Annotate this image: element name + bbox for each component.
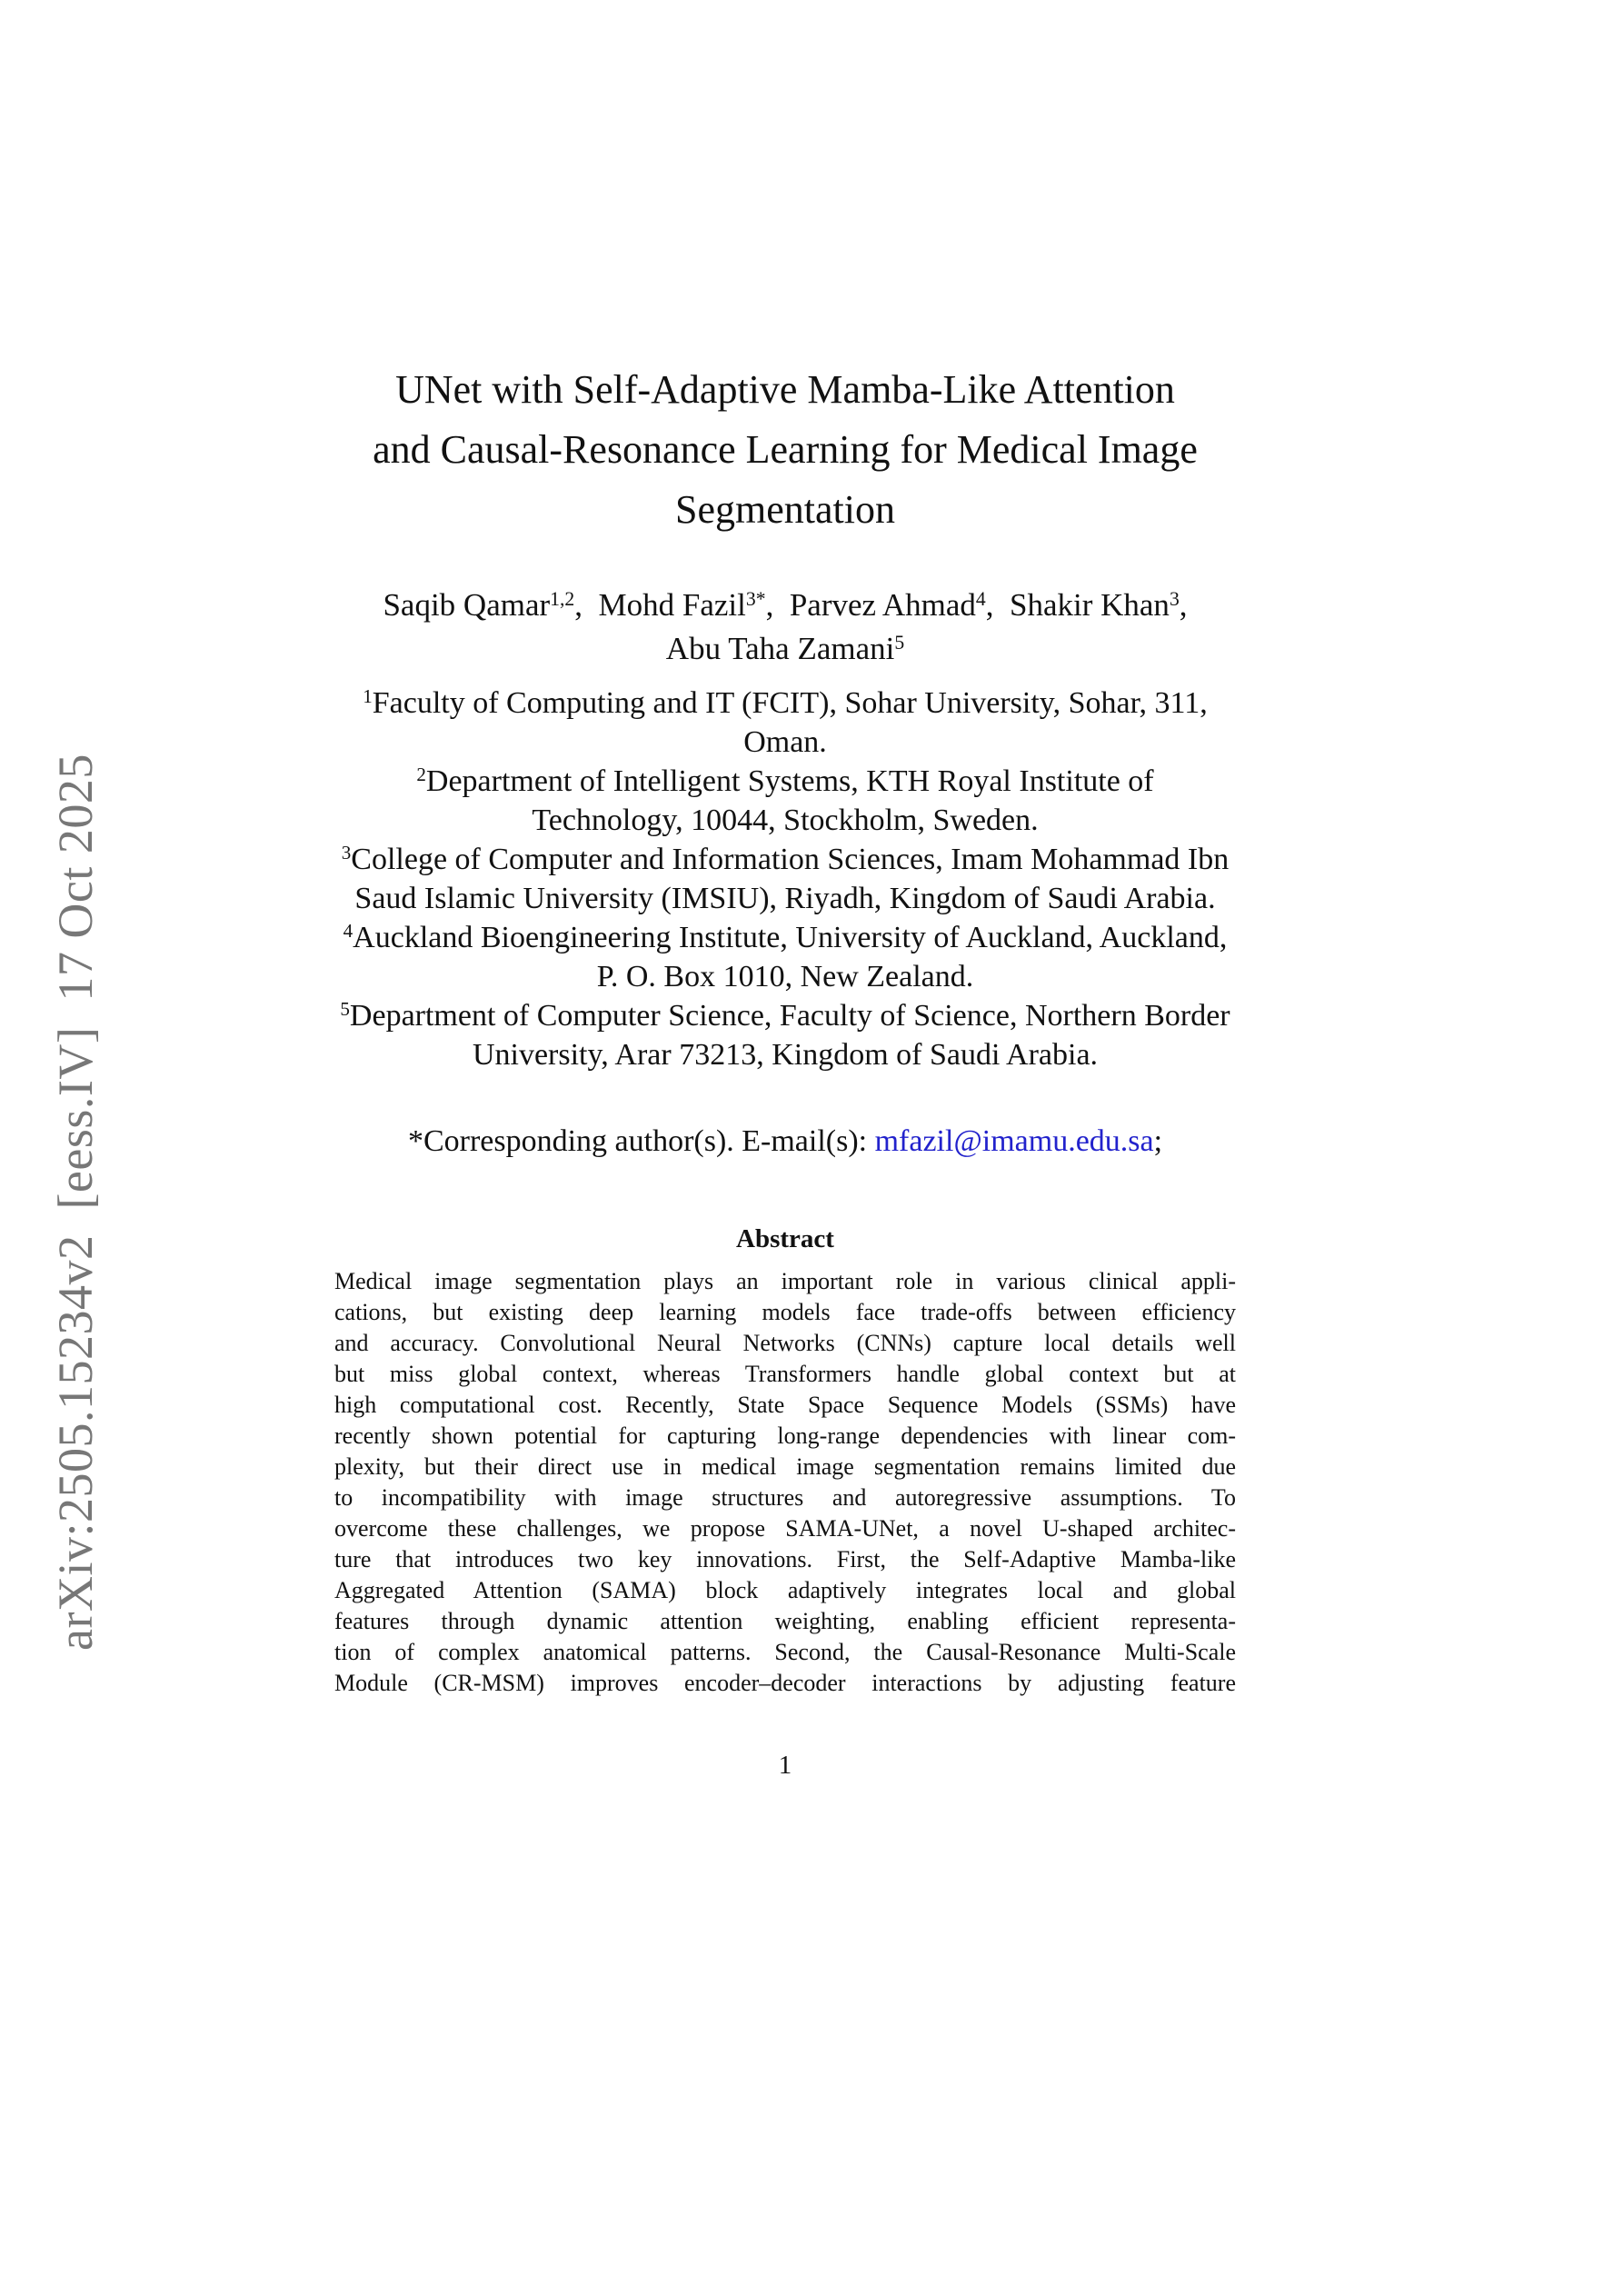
affiliation-line: Saud Islamic University (IMSIU), Riyadh, Kingdom of Saudi Arabia. <box>354 882 1216 915</box>
affiliation-line: $^4$Auckland Bioengineering Institute, University of Auckland, Auckland, <box>343 920 1228 954</box>
abstract-line: recently shown potential for capturing long-range dependencies with linear com- <box>334 1423 1236 1449</box>
affiliation-superscript: 1 <box>363 685 373 708</box>
affiliation-line: $^2$Department of Intelligent Systems, KTH Royal Institute of <box>416 764 1154 798</box>
author-name: , <box>1179 587 1188 623</box>
author-name: Saqib Qamar <box>383 587 551 623</box>
abstract-line: ture that introduces two key innovations. First, the Self-Adaptive Mamba-like <box>334 1546 1236 1572</box>
title-line: Segmentation <box>675 487 895 532</box>
corresponding-author-line <box>304 1122 1267 1161</box>
affiliation <box>304 918 1267 996</box>
author-superscript: 5 <box>894 632 905 654</box>
abstract-line: Aggregated Attention (SAMA) block adaptively integrates local and global <box>334 1577 1236 1603</box>
abstract-line: tion of complex anatomical patterns. Second, the Causal-Resonance Multi-Scale <box>334 1639 1236 1665</box>
title-line: UNet with Self-Adaptive Mamba-Like Attention <box>395 367 1175 412</box>
author-name: Abu Taha Zamani <box>665 631 895 666</box>
author-block <box>304 584 1267 671</box>
affiliation-superscript: 4 <box>343 920 353 943</box>
abstract-line: Medical image segmentation plays an important role in various clinical appli- <box>334 1268 1236 1294</box>
abstract-paragraph <box>334 1266 1236 1699</box>
abstract-line: overcome these challenges, we propose SAMA-UNet, a novel U-shaped architec- <box>334 1515 1236 1542</box>
affiliation <box>304 762 1267 840</box>
affiliation <box>304 840 1267 918</box>
affiliation-line: P. O. Box 1010, New Zealand. <box>596 960 974 993</box>
author-line <box>304 584 1267 627</box>
affiliation-block <box>304 684 1267 1074</box>
author-superscript: 3 <box>1169 588 1180 611</box>
author-name: , Shakir Khan <box>985 587 1170 623</box>
affiliation-superscript: 2 <box>416 764 426 786</box>
affiliation-superscript: 3 <box>341 842 352 864</box>
affiliation-line: $^3$College of Computer and Information Sciences, Imam Mohammad Ibn <box>341 842 1230 876</box>
affiliation <box>304 996 1267 1074</box>
abstract-line: high computational cost. Recently, State Space Sequence Models (SSMs) have <box>334 1392 1236 1418</box>
affiliation-superscript: 5 <box>340 998 350 1021</box>
abstract-heading: Abstract <box>736 1224 834 1253</box>
affiliation-line: $^1$Faculty of Computing and IT (FCIT), Sohar University, Sohar, 311, <box>363 685 1208 720</box>
author-name: , Mohd Fazil <box>574 587 746 623</box>
abstract-line: to incompatibility with image structures and autoregressive assumptions. To <box>334 1484 1236 1511</box>
author-superscript: 1,2 <box>550 588 575 611</box>
author-line <box>304 627 1267 671</box>
email-link[interactable]: mfazil@imamu.edu.sa <box>874 1124 1154 1158</box>
affiliation-line: Technology, 10044, Stockholm, Sweden. <box>532 804 1039 837</box>
affiliation-line: $^5$Department of Computer Science, Faculty of Science, Northern Border <box>340 998 1230 1033</box>
abstract-line: plexity, but their direct use in medical image segmentation remains limited due <box>334 1453 1236 1480</box>
page-number: 1 <box>778 1751 792 1780</box>
abstract-line: and accuracy. Convolutional Neural Networks (CNNs) capture local details well <box>334 1330 1236 1356</box>
abstract-line: Module (CR-MSM) improves encoder–decoder interactions by adjusting feature <box>334 1670 1236 1696</box>
author-superscript: 4 <box>975 588 986 611</box>
abstract-line: features through dynamic attention weighting, enabling efficient representa- <box>334 1608 1236 1634</box>
corresponding-prefix: *Corresponding author(s). E-mail(s): <box>407 1124 875 1158</box>
abstract-line: cations, but existing deep learning models face trade-offs between efficiency <box>334 1299 1236 1325</box>
affiliation-line: Oman. <box>743 725 827 759</box>
author-superscript: 3* <box>745 588 766 611</box>
paper-title <box>304 0 1267 540</box>
affiliation-line: University, Arar 73213, Kingdom of Saudi Arabia. <box>472 1038 1099 1072</box>
corresponding-suffix: ; <box>1153 1124 1163 1158</box>
arxiv-watermark: arXiv:2505.15234v2 [eess.IV] 17 Oct 2025 <box>48 754 103 1651</box>
abstract-line: but miss global context, whereas Transformers handle global context but at <box>334 1361 1236 1387</box>
affiliation <box>304 684 1267 762</box>
paper-content <box>304 0 1267 1699</box>
author-name: , Parvez Ahmad <box>765 587 976 623</box>
title-line: and Causal-Resonance Learning for Medical Image <box>373 427 1198 472</box>
